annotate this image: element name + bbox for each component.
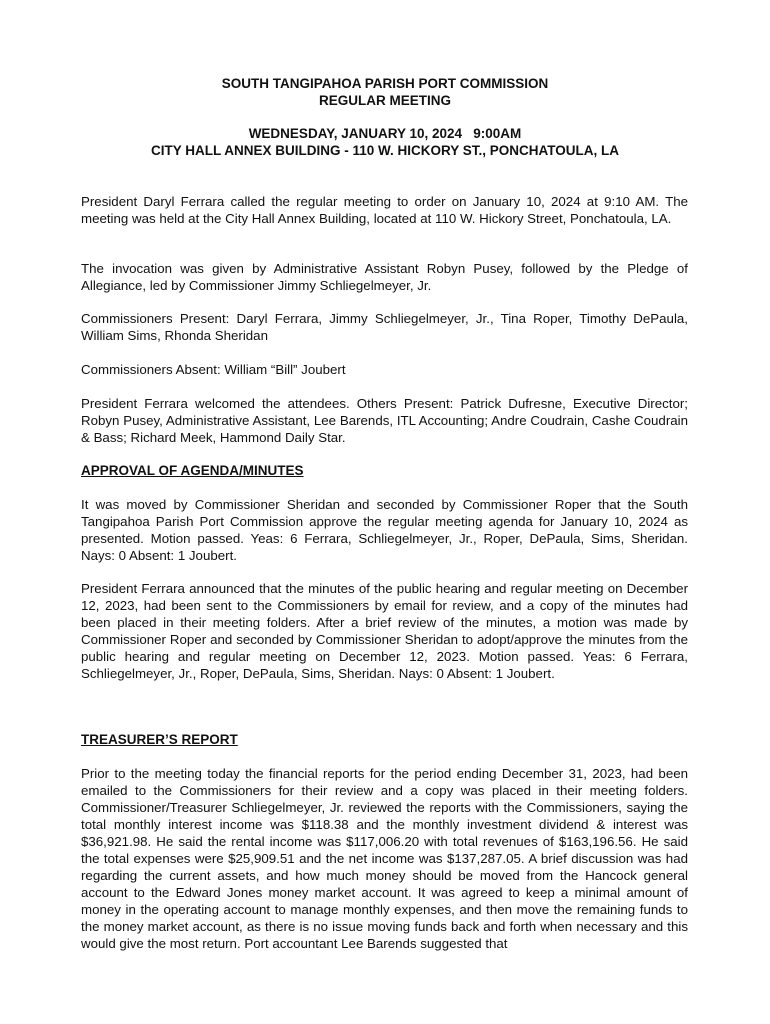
attendees-paragraph: President Ferrara welcomed the attendees. Others Present: Patrick Dufresne, Executive Director; Robyn Pusey, Administrative Assistant, Lee Barends, ITL Accounting; Andre Coudrain, Cashe Coudrain & Bass; Richard Meek, Hammond Daily Star. xyxy=(81,396,688,445)
meeting-location: CITY HALL ANNEX BUILDING - 110 W. HICKORY ST., PONCHATOULA, LA xyxy=(150,143,620,158)
document-header xyxy=(60,75,710,109)
agenda-motion-paragraph: It was moved by Commissioner Sheridan and seconded by Commissioner Roper that the South Tangipahoa Parish Port Commission approve the regular meeting agenda for January 10, 2024 as presented. Motion passed. Yeas: 6 Ferrara, Schliegelmeyer, Jr., Roper, DePaula, Sims, Sheridan. Nays: 0 Absent: 1 Joubert. xyxy=(81,497,688,563)
call-to-order-paragraph: President Daryl Ferrara called the regular meeting to order on January 10, 2024 at 9:10 AM. The meeting was held at the City Hall Annex Building, located at 110 W. Hickory Street, Ponchatoula, LA. xyxy=(81,194,688,226)
meeting-details xyxy=(60,125,710,159)
commissioners-absent-paragraph: Commissioners Absent: William “Bill” Joubert xyxy=(81,362,346,377)
minutes-motion-paragraph: President Ferrara announced that the minutes of the public hearing and regular meeting on December 12, 2023, had been sent to the Commissioners by email for review, and a copy of the minutes had been placed in their meeting folders. After a brief review of the minutes, a motion was made by Commissioner Roper and seconded by Commissioner Sheridan to adopt/approve the minutes from the public hearing and regular meeting on December 12, 2023. Motion passed. Yeas: 6 Ferrara, Schliegelmeyer, Jr., Roper, DePaula, Sims, Sheridan. Nays: 0 Absent: 1 Joubert. xyxy=(81,581,688,681)
invocation-paragraph: The invocation was given by Administrative Assistant Robyn Pusey, followed by the Pledge of Allegiance, led by Commissioner Jimmy Schliegelmeyer, Jr. xyxy=(81,261,688,293)
treasurer-report-paragraph: Prior to the meeting today the financial reports for the period ending December 31, 2023, had been emailed to the Commissioners for their review and a copy was placed in their meeting folders. Commissioner/Treasurer Schliegelmeyer, Jr. reviewed the reports with the Commissioners, saying the total monthly interest income was $118.38 and the monthly investment dividend & interest was $36,921.98. He said the rental income was $117,006.20 with total revenues of $163,196.56. He said the total expenses were $25,909.51 and the net income was $137,287.05. A brief discussion was had regarding the current assets, and how much money should be moved from the Hancock general account to the Edward Jones money market account. It was agreed to keep a minimal amount of money in the operating account to manage monthly expenses, and then move the remaining funds to the money market account, as there is no issue moving funds back and forth when necessary and this would give the most return. Port accountant Lee Barends suggested that xyxy=(81,766,688,951)
organization-title: SOUTH TANGIPAHOA PARISH PORT COMMISSION xyxy=(221,76,549,91)
treasurer-section-heading: TREASURER’S REPORT xyxy=(81,732,238,747)
meeting-type-title: REGULAR MEETING xyxy=(318,93,451,108)
approval-section-heading: APPROVAL OF AGENDA/MINUTES xyxy=(81,463,304,478)
meeting-datetime: WEDNESDAY, JANUARY 10, 2024 9:00AM xyxy=(248,126,522,141)
commissioners-present-paragraph: Commissioners Present: Daryl Ferrara, Jimmy Schliegelmeyer, Jr., Tina Roper, Timothy DePaula, William Sims, Rhonda Sheridan xyxy=(81,311,688,343)
